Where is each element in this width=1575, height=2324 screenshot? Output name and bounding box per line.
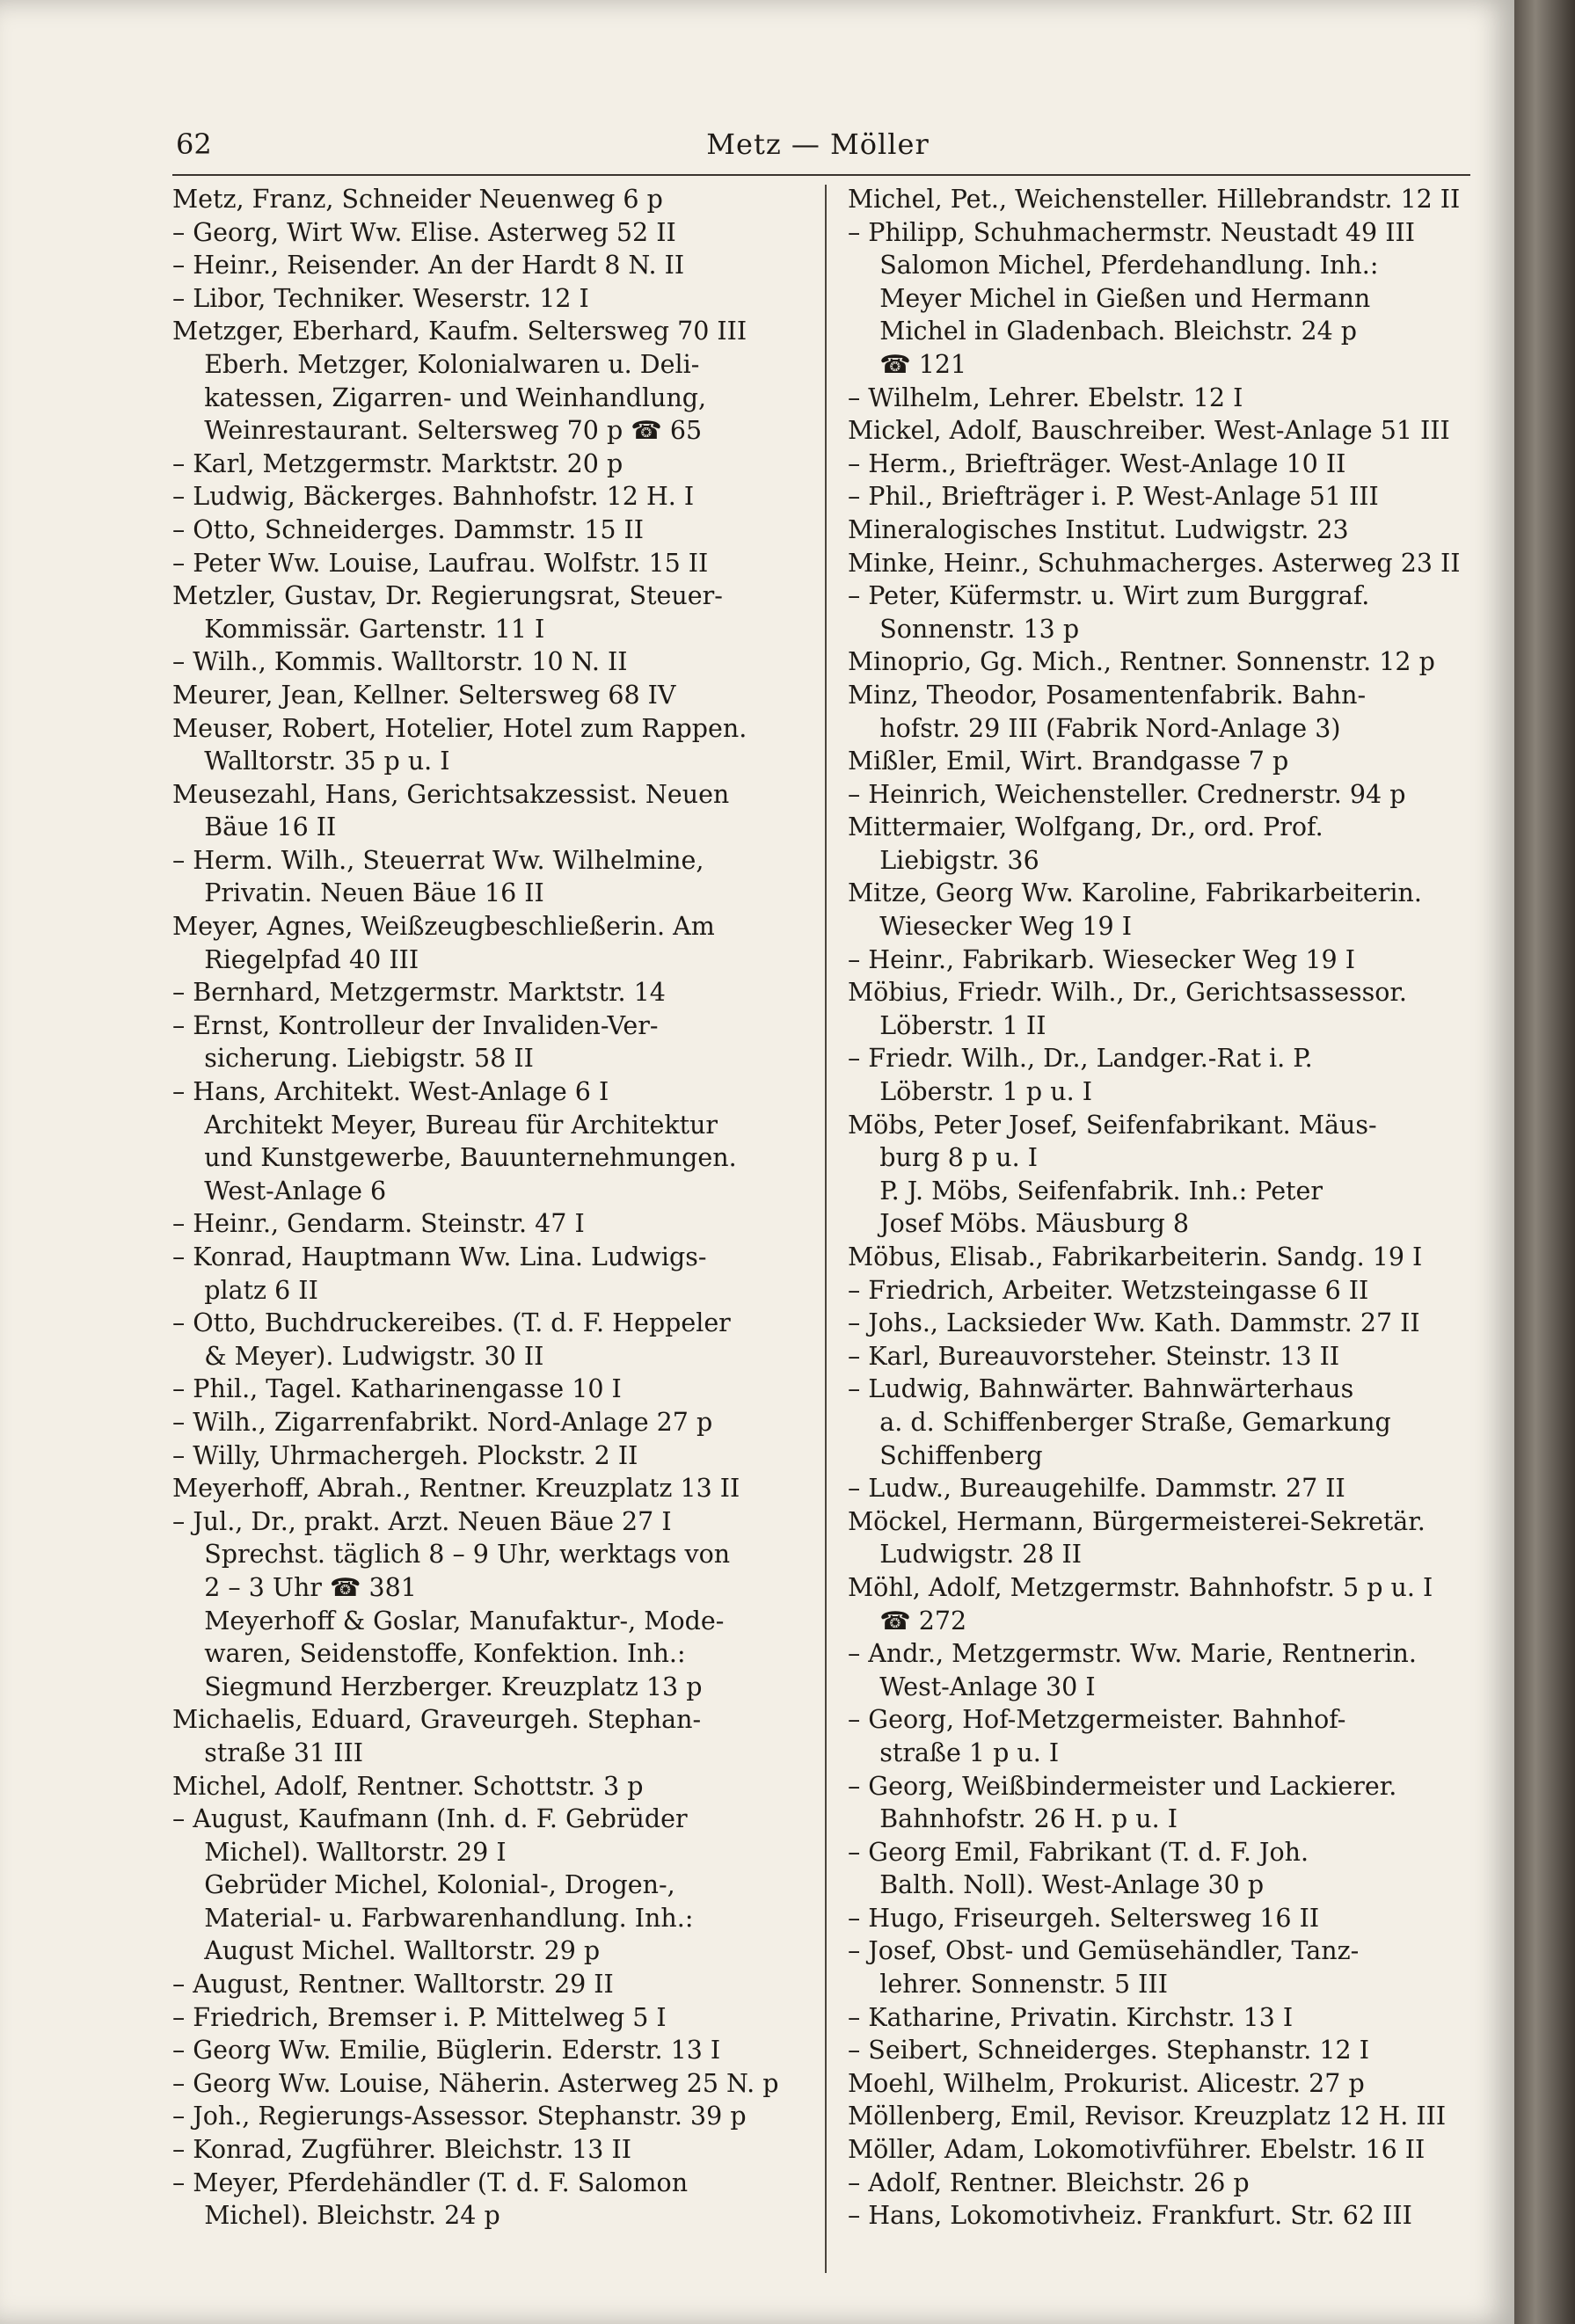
directory-line: – Hugo, Friseurgeh. Seltersweg 16 II xyxy=(848,1903,1320,1933)
directory-line: August Michel. Walltorstr. 29 p xyxy=(172,1936,601,1966)
directory-line: – Wilh., Zigarrenfabrikt. Nord-Anlage 27 p xyxy=(172,1407,713,1437)
directory-line: – Philipp, Schuhmachermstr. Neustadt 49 III xyxy=(848,217,1415,247)
directory-line: – Georg Ww. Emilie, Büglerin. Ederstr. 13 I xyxy=(172,2036,721,2065)
directory-line: Privatin. Neuen Bäue 16 II xyxy=(172,878,544,908)
directory-line: & Meyer). Ludwigstr. 30 II xyxy=(172,1341,544,1371)
directory-line: – Georg, Hof-Metzgermeister. Bahnhof- xyxy=(848,1705,1346,1735)
header-rule xyxy=(172,174,1470,176)
directory-line: Moehl, Wilhelm, Prokurist. Alicestr. 27 p xyxy=(848,2068,1365,2098)
directory-line: Meyerhoff & Goslar, Manufaktur-, Mode- xyxy=(172,1606,725,1636)
directory-line: – Heinrich, Weichensteller. Crednerstr. 94 p xyxy=(848,779,1406,809)
directory-line: straße 31 III xyxy=(172,1738,363,1767)
directory-line: a. d. Schiffenberger Straße, Gemarkung xyxy=(848,1407,1391,1437)
directory-line: Josef Möbs. Mäusburg 8 xyxy=(848,1209,1190,1239)
directory-line: Meuser, Robert, Hotelier, Hotel zum Rappen. xyxy=(172,713,747,743)
directory-line: – Andr., Metzgermstr. Ww. Marie, Rentnerin. xyxy=(848,1639,1417,1669)
directory-line: – Georg Ww. Louise, Näherin. Asterweg 25 N. p xyxy=(172,2068,779,2098)
directory-line: – Georg Emil, Fabrikant (T. d. F. Joh. xyxy=(848,1837,1309,1867)
directory-line: – Wilh., Kommis. Walltorstr. 10 N. II xyxy=(172,647,628,677)
directory-line: katessen, Zigarren- und Weinhandlung, xyxy=(172,382,707,412)
directory-line: – Herm. Wilh., Steuerrat Ww. Wilhelmine, xyxy=(172,845,704,875)
directory-line: hofstr. 29 III (Fabrik Nord-Anlage 3) xyxy=(848,713,1341,743)
directory-line: – Herm., Briefträger. West-Anlage 10 II xyxy=(848,448,1346,478)
directory-line: burg 8 p u. I xyxy=(848,1143,1038,1173)
directory-line: West-Anlage 6 xyxy=(172,1176,387,1206)
directory-line: platz 6 II xyxy=(172,1275,318,1305)
book-spine-edge xyxy=(1514,0,1575,2324)
directory-line: Möbs, Peter Josef, Seifenfabrikant. Mäus- xyxy=(848,1110,1377,1140)
directory-line: – Bernhard, Metzgermstr. Marktstr. 14 xyxy=(172,978,666,1008)
directory-line: Löberstr. 1 II xyxy=(848,1010,1046,1040)
directory-line: – Friedr. Wilh., Dr., Landger.-Rat i. P. xyxy=(848,1044,1313,1074)
running-title: Metz — Möller xyxy=(706,127,930,161)
directory-line: Meyerhoff, Abrah., Rentner. Kreuzplatz 13 II xyxy=(172,1474,740,1504)
directory-line: – Friedrich, Bremser i. P. Mittelweg 5 I xyxy=(172,2002,667,2032)
directory-line: – Konrad, Zugführer. Bleichstr. 13 II xyxy=(172,2135,631,2165)
directory-line: Architekt Meyer, Bureau für Architektur xyxy=(172,1110,718,1140)
directory-line: – Karl, Metzgermstr. Marktstr. 20 p xyxy=(172,448,623,478)
directory-line: – Heinr., Fabrikarb. Wiesecker Weg 19 I xyxy=(848,944,1355,974)
directory-line: Eberh. Metzger, Kolonialwaren u. Deli- xyxy=(172,349,700,379)
directory-line: und Kunstgewerbe, Bauunternehmungen. xyxy=(172,1143,737,1173)
directory-line: Löberstr. 1 p u. I xyxy=(848,1077,1092,1107)
directory-line: ☎ 272 xyxy=(848,1606,967,1636)
directory-line: – Josef, Obst- und Gemüsehändler, Tanz- xyxy=(848,1936,1360,1966)
directory-line: – Karl, Bureauvorsteher. Steinstr. 13 II xyxy=(848,1341,1340,1371)
directory-line: – August, Kaufmann (Inh. d. F. Gebrüder xyxy=(172,1804,688,1834)
directory-line: – Heinr., Reisender. An der Hardt 8 N. II xyxy=(172,251,685,280)
directory-line: – Jul., Dr., prakt. Arzt. Neuen Bäue 27 I xyxy=(172,1506,672,1536)
directory-line: Material- u. Farbwarenhandlung. Inh.: xyxy=(172,1903,694,1933)
directory-line: – August, Rentner. Walltorstr. 29 II xyxy=(172,1970,614,2000)
directory-line: Weinrestaurant. Seltersweg 70 p ☎ 65 xyxy=(172,416,703,446)
directory-line: Mitze, Georg Ww. Karoline, Fabrikarbeiterin. xyxy=(848,878,1422,908)
directory-line: waren, Seidenstoffe, Konfektion. Inh.: xyxy=(172,1639,686,1669)
directory-line: Salomon Michel, Pferdehandlung. Inh.: xyxy=(848,251,1379,280)
page-number: 62 xyxy=(176,127,212,161)
directory-line: Bäue 16 II xyxy=(172,812,337,842)
directory-line: – Katharine, Privatin. Kirchstr. 13 I xyxy=(848,2002,1294,2032)
directory-line: ☎ 121 xyxy=(848,349,967,379)
directory-line: Meurer, Jean, Kellner. Seltersweg 68 IV xyxy=(172,680,676,710)
directory-line: Mißler, Emil, Wirt. Brandgasse 7 p xyxy=(848,747,1289,776)
directory-line: – Seibert, Schneiderges. Stephanstr. 12 I xyxy=(848,2036,1369,2065)
directory-line: Riegelpfad 40 III xyxy=(172,944,419,974)
left-column xyxy=(172,183,806,2276)
directory-line: straße 1 p u. I xyxy=(848,1738,1060,1767)
directory-line: – Meyer, Pferdehändler (T. d. F. Salomon xyxy=(172,2167,689,2197)
directory-line: Metz, Franz, Schneider Neuenweg 6 p xyxy=(172,185,663,214)
directory-line: Wiesecker Weg 19 I xyxy=(848,912,1133,942)
directory-line: Möckel, Hermann, Bürgermeisterei-Sekretär. xyxy=(848,1506,1426,1536)
directory-line: – Willy, Uhrmachergeh. Plockstr. 2 II xyxy=(172,1440,638,1470)
directory-line: – Joh., Regierungs-Assessor. Stephanstr. 39 p xyxy=(172,2102,747,2131)
directory-line: Mittermaier, Wolfgang, Dr., ord. Prof. xyxy=(848,812,1323,842)
directory-line: Liebigstr. 36 xyxy=(848,845,1039,875)
directory-line: – Friedrich, Arbeiter. Wetzsteingasse 6 II xyxy=(848,1275,1369,1305)
directory-line: Michel, Pet., Weichensteller. Hillebrandstr. 12 II xyxy=(848,185,1461,214)
directory-line: Gebrüder Michel, Kolonial-, Drogen-, xyxy=(172,1870,675,1900)
directory-line: – Peter Ww. Louise, Laufrau. Wolfstr. 15 II xyxy=(172,548,709,578)
directory-line: Metzler, Gustav, Dr. Regierungsrat, Steuer- xyxy=(172,581,723,611)
directory-line: Mickel, Adolf, Bauschreiber. West-Anlage 51 III xyxy=(848,416,1450,446)
directory-line: – Peter, Küfermstr. u. Wirt zum Burggraf. xyxy=(848,581,1370,611)
directory-line: Michel in Gladenbach. Bleichstr. 24 p xyxy=(848,317,1358,346)
directory-line: Michel). Walltorstr. 29 I xyxy=(172,1837,507,1867)
directory-line: – Phil., Briefträger i. P. West-Anlage 51 III xyxy=(848,482,1379,512)
directory-line: – Hans, Architekt. West-Anlage 6 I xyxy=(172,1077,609,1107)
directory-line: Möbius, Friedr. Wilh., Dr., Gerichtsassessor. xyxy=(848,978,1407,1008)
directory-line: Meusezahl, Hans, Gerichtsakzessist. Neuen xyxy=(172,779,730,809)
directory-line: – Konrad, Hauptmann Ww. Lina. Ludwigs- xyxy=(172,1242,707,1271)
directory-line: – Adolf, Rentner. Bleichstr. 26 p xyxy=(848,2167,1250,2197)
directory-line: Kommissär. Gartenstr. 11 I xyxy=(172,614,545,644)
page-header xyxy=(167,127,1469,171)
directory-line: Siegmund Herzberger. Kreuzplatz 13 p xyxy=(172,1672,703,1701)
directory-line: – Hans, Lokomotivheiz. Frankfurt. Str. 62 III xyxy=(848,2201,1412,2231)
directory-line: Minke, Heinr., Schuhmacherges. Asterweg 23 II xyxy=(848,548,1461,578)
directory-line: Meyer, Agnes, Weißzeugbeschließerin. Am xyxy=(172,912,715,942)
directory-line: Möhl, Adolf, Metzgermstr. Bahnhofstr. 5 p u. I xyxy=(848,1572,1433,1602)
directory-line: – Heinr., Gendarm. Steinstr. 47 I xyxy=(172,1209,585,1239)
directory-line: Meyer Michel in Gießen und Hermann xyxy=(848,283,1371,313)
directory-line: Metzger, Eberhard, Kaufm. Seltersweg 70 III xyxy=(172,317,747,346)
directory-line: 2 – 3 Uhr ☎ 381 xyxy=(172,1572,417,1602)
directory-line: Sonnenstr. 13 p xyxy=(848,614,1080,644)
directory-line: – Ludw., Bureaugehilfe. Dammstr. 27 II xyxy=(848,1474,1345,1504)
directory-line: Mineralogisches Institut. Ludwigstr. 23 xyxy=(848,514,1349,544)
directory-line: Walltorstr. 35 p u. I xyxy=(172,747,450,776)
directory-line: Ludwigstr. 28 II xyxy=(848,1540,1083,1570)
directory-line: – Phil., Tagel. Katharinengasse 10 I xyxy=(172,1374,622,1404)
directory-line: Möllenberg, Emil, Revisor. Kreuzplatz 12 H. III xyxy=(848,2102,1447,2131)
directory-line: – Johs., Lacksieder Ww. Kath. Dammstr. 27 II xyxy=(848,1308,1420,1338)
directory-line: Schiffenberg xyxy=(848,1440,1043,1470)
directory-line: Bahnhofstr. 26 H. p u. I xyxy=(848,1804,1178,1834)
directory-line: West-Anlage 30 I xyxy=(848,1672,1096,1701)
column-divider xyxy=(825,185,827,2273)
directory-line: lehrer. Sonnenstr. 5 III xyxy=(848,1970,1168,2000)
directory-line: – Otto, Schneiderges. Dammstr. 15 II xyxy=(172,514,645,544)
directory-line: Möbus, Elisab., Fabrikarbeiterin. Sandg. 19 I xyxy=(848,1242,1423,1271)
directory-line: Michel). Bleichstr. 24 p xyxy=(172,2201,500,2231)
directory-line: – Georg, Weißbindermeister und Lackierer. xyxy=(848,1771,1397,1801)
directory-line: – Ludwig, Bahnwärter. Bahnwärterhaus xyxy=(848,1374,1354,1404)
directory-line: – Ernst, Kontrolleur der Invaliden-Ver- xyxy=(172,1010,659,1040)
directory-line: Michaelis, Eduard, Graveurgeh. Stephan- xyxy=(172,1705,702,1735)
directory-line: Minz, Theodor, Posamentenfabrik. Bahn- xyxy=(848,680,1367,710)
directory-line: Minoprio, Gg. Mich., Rentner. Sonnenstr. 12 p xyxy=(848,647,1435,677)
directory-line: Balth. Noll). West-Anlage 30 p xyxy=(848,1870,1265,1900)
directory-line: Michel, Adolf, Rentner. Schottstr. 3 p xyxy=(172,1771,644,1801)
right-column xyxy=(848,183,1481,2276)
directory-line: – Otto, Buchdruckereibes. (T. d. F. Heppeler xyxy=(172,1308,731,1338)
directory-line: – Georg, Wirt Ww. Elise. Asterweg 52 II xyxy=(172,217,676,247)
directory-line: – Wilhelm, Lehrer. Ebelstr. 12 I xyxy=(848,382,1243,412)
directory-line: sicherung. Liebigstr. 58 II xyxy=(172,1044,534,1074)
directory-line: – Libor, Techniker. Weserstr. 12 I xyxy=(172,283,589,313)
directory-line: P. J. Möbs, Seifenfabrik. Inh.: Peter xyxy=(848,1176,1323,1206)
directory-line: Sprechst. täglich 8 – 9 Uhr, werktags von xyxy=(172,1540,731,1570)
directory-line: – Ludwig, Bäckerges. Bahnhofstr. 12 H. I xyxy=(172,482,695,512)
directory-line: Möller, Adam, Lokomotivführer. Ebelstr. 16 II xyxy=(848,2135,1426,2165)
